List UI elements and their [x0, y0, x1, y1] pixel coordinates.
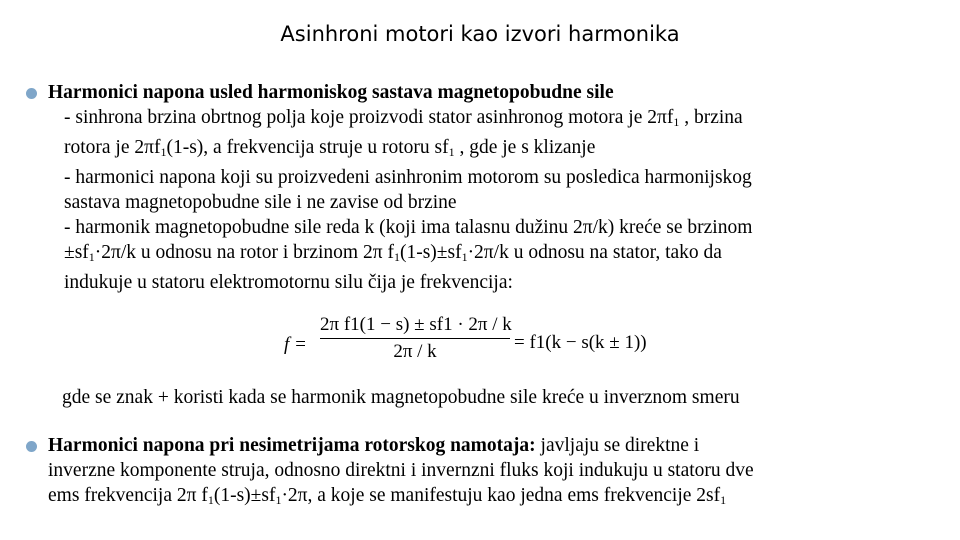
bullet-1-line-4: sastava magnetopobudne sile i ne zavise od brzine [64, 192, 457, 213]
bullet-1-line-1: - sinhrona brzina obrtnog polja koje proizvodi stator asinhronog motora je $2\pi f_1$ , brzina [64, 107, 743, 129]
bullet-1-line-7: indukuje u statoru elektromotornu silu čija je frekvencija: [64, 272, 513, 293]
slide-title: Asinhroni motori kao izvori harmonika [280, 22, 680, 46]
sign-note: gde se znak + koristi kada se harmonik magnetopobudne sile kreće u inverznom smeru [62, 387, 740, 408]
bullet-2-line-1: Harmonici napona pri nesimetrijama rotorskog namotaja: javljaju se direktne i [48, 435, 700, 456]
bullet-2-line-3: ems frekvencija 2π $f_1(1-s)\pm sf_1\cdot 2\pi$, a koje se manifestuju kao jedna ems frekvencije $2sf_1$ [48, 485, 727, 507]
frequency-formula [284, 314, 704, 374]
fraction-bar [320, 338, 510, 339]
bullet-2-line-2: inverzne komponente struja, odnosno direktni i invernzni fluks koji indukuju u statoru dve [48, 460, 754, 481]
bullet-dot-icon [26, 441, 37, 452]
bullet-dot-icon [26, 88, 37, 99]
bullet-1-line-3: - harmonici napona koji su proizvedeni asinhronim motorom su posledica harmonijskog [64, 167, 752, 188]
formula-lhs: f = [284, 334, 307, 355]
bullet-1-line-2: rotora je $2\pi f_1(1-s)$, a frekvencija struje u rotoru $sf_1$ , gde je s klizanje [64, 137, 596, 159]
formula-rhs: = f1(k − s(k ± 1)) [514, 332, 647, 353]
bullet-1 [26, 80, 936, 295]
bullet-1-heading: Harmonici napona usled harmoniskog sastava magnetopobudne sile [48, 82, 614, 103]
formula-numerator: 2π f1(1 − s) ± sf1 · 2π / k [320, 314, 512, 335]
bullet-2 [26, 433, 936, 513]
formula-fraction [320, 314, 510, 363]
bullet-1-line-5: - harmonik magnetopobudne sile reda k (koji ima talasnu dužinu 2π/k) kreće se brzinom [64, 217, 753, 238]
formula-denominator: 2π / k [393, 341, 437, 362]
bullet-1-line-6: $\pm sf_1\cdot 2\pi/k$ u odnosu na rotor i brzinom 2π $f_1(1-s)\pm sf_1\cdot 2\pi/k$ u odnosu na stator, tako da [64, 242, 722, 264]
